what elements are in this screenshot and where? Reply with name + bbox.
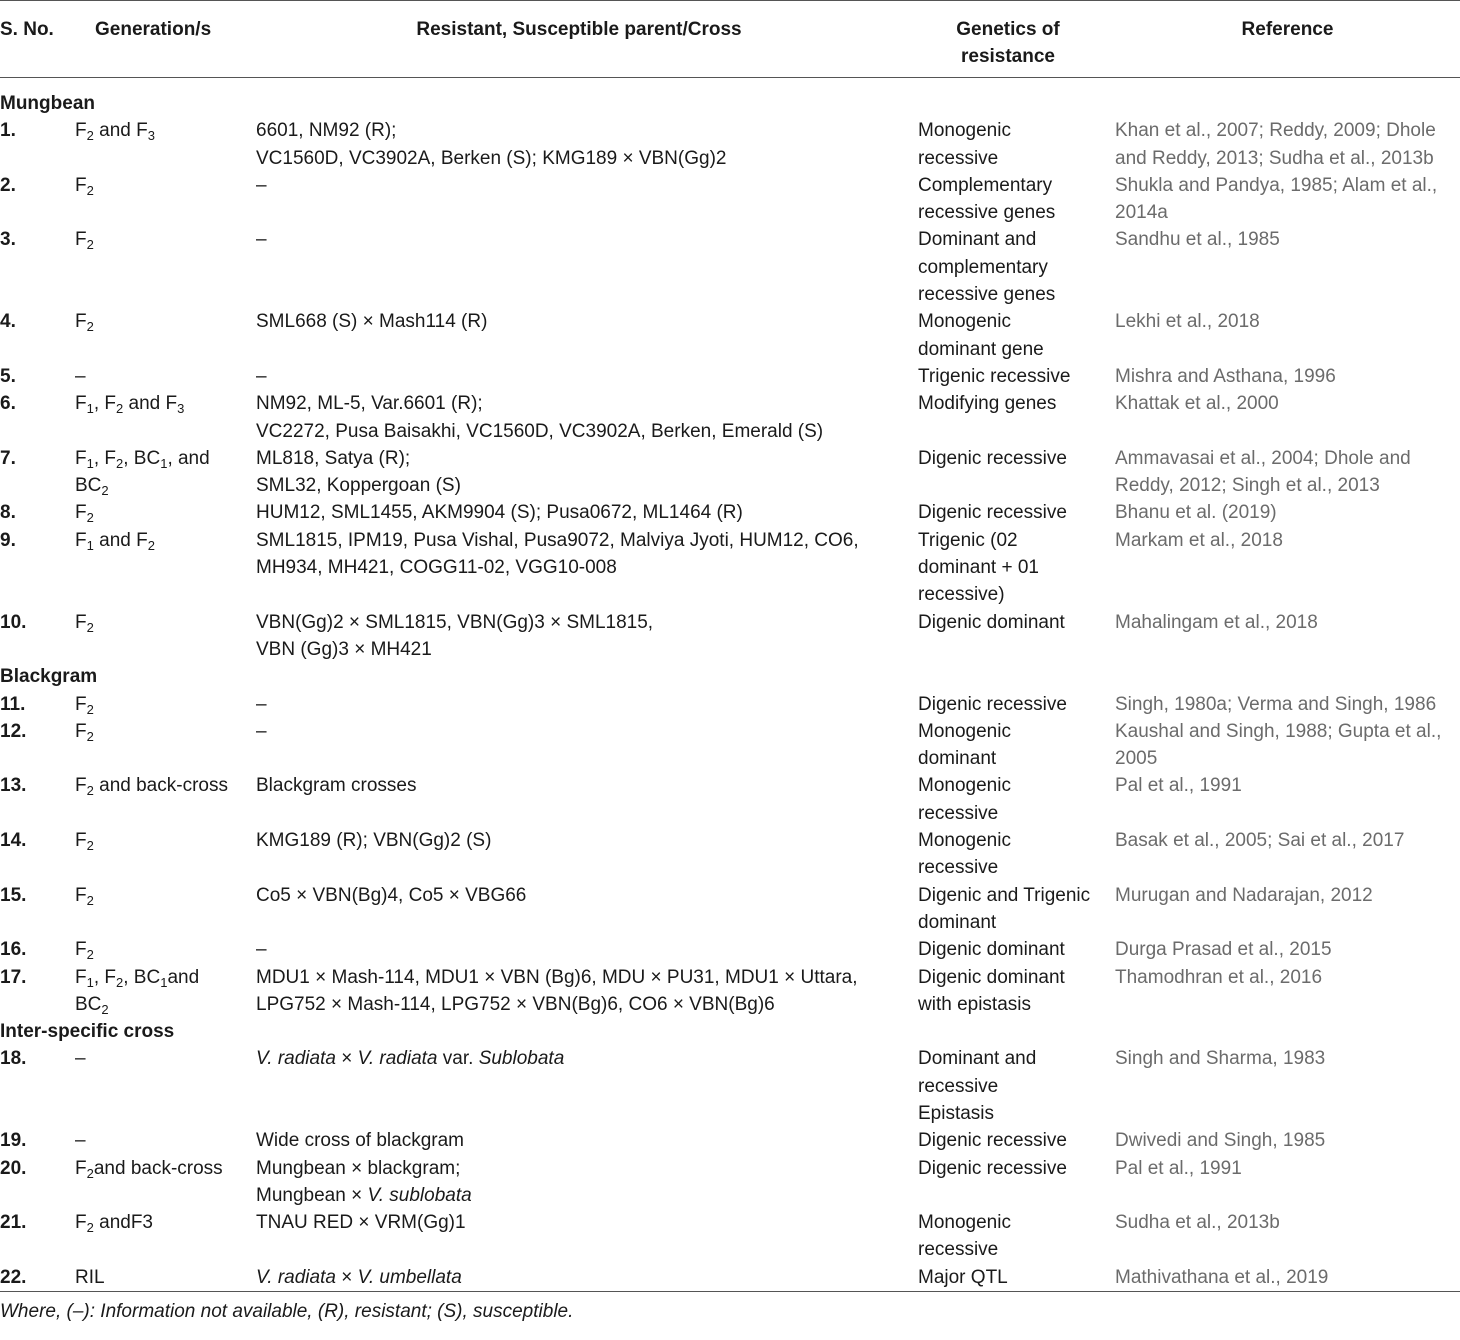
section-blackgram: Blackgram [0, 666, 98, 688]
table-row [0, 363, 1460, 390]
cell-genetics: Digenic recessive [918, 502, 1067, 524]
cell-genetics: Monogenic recessive [918, 775, 1011, 824]
header-sno: S. No. [0, 19, 54, 40]
cell-cross: V. radiata × V. radiata var. Sublobata [256, 1048, 565, 1070]
cell-sno: 9. [0, 529, 16, 551]
footnote: Where, (–): Information not available, (R), resistant; (S), susceptible. [0, 1301, 574, 1323]
cell-sno: 4. [0, 311, 16, 333]
cell-reference: Sudha et al., 2013b [1115, 1212, 1280, 1234]
cell-sno: 14. [0, 830, 27, 852]
cell-sno: 20. [0, 1157, 27, 1179]
cell-genetics: Monogenic dominant gene [918, 311, 1044, 360]
cell-sno: 3. [0, 229, 16, 251]
cell-reference: Singh, 1980a; Verma and Singh, 1986 [1115, 693, 1437, 715]
cell-generation: $F_2$ andF3 [75, 1212, 153, 1236]
cell-cross: MDU1 × Mash-114, MDU1 × VBN (Bg)6, MDU × PU31, MDU1 × Uttara, LPG752 × Mash-114, LPG752 × VBN(Bg)6, CO6 × VBN(Bg)6 [256, 966, 858, 1015]
cell-generation: $F_2and$ back-cross [75, 1157, 223, 1181]
cell-cross: – [256, 174, 267, 196]
cell-generation: – [75, 1130, 86, 1152]
cell-sno: 8. [0, 502, 16, 524]
header-genetics-line1: Genetics of [956, 19, 1060, 40]
table-header [0, 0, 1460, 78]
cell-reference: Khattak et al., 2000 [1115, 393, 1279, 415]
cell-generation: – [75, 365, 86, 387]
cell-genetics: Trigenic (02 dominant + 01 recessive) [918, 529, 1039, 606]
table-row [0, 445, 1460, 500]
cell-cross: – [256, 229, 267, 251]
cell-sno: 15. [0, 884, 27, 906]
cell-generation: $F_2$ [75, 311, 94, 335]
table-row [0, 772, 1460, 827]
table-row [0, 527, 1460, 609]
cell-genetics: Digenic dominant with epistasis [918, 966, 1065, 1015]
cell-generation: $F_2$ and back-cross [75, 775, 228, 799]
cell-sno: 2. [0, 174, 16, 196]
cell-genetics: Monogenic recessive [918, 1212, 1011, 1261]
cell-sno: 22. [0, 1266, 27, 1288]
table-row [0, 609, 1460, 664]
cell-generation: $F_2$ [75, 884, 94, 908]
table-row [0, 308, 1460, 363]
cell-reference: Sandhu et al., 1985 [1115, 229, 1280, 251]
table-row [0, 691, 1460, 718]
cell-genetics: Dominant and complementary recessive genes [918, 229, 1056, 306]
cell-generation: $F_1$, $F_2$ and $F_3$ [75, 393, 185, 417]
cell-generation: $F_1$, $F_2$, $BC_1and$ $BC_2$ [75, 966, 200, 1017]
cell-reference: Ammavasai et al., 2004; Dhole and Reddy, 2012; Singh et al., 2013 [1115, 447, 1411, 497]
cell-cross: ML818, Satya (R); SML32, Koppergoan (S) [256, 447, 461, 497]
cell-genetics: Digenic dominant [918, 939, 1065, 961]
cell-cross: – [256, 939, 267, 961]
cell-reference: Basak et al., 2005; Sai et al., 2017 [1115, 830, 1405, 852]
table-row [0, 117, 1460, 172]
cell-cross: 6601, NM92 (R); VC1560D, VC3902A, Berken (S); KMG189 × VBN(Gg)2 [256, 120, 727, 169]
cell-cross: KMG189 (R); VBN(Gg)2 (S) [256, 830, 492, 852]
cell-generation: $F_1$ and $F_2$ [75, 529, 155, 553]
cell-generation: RIL [75, 1266, 105, 1288]
cell-cross: Co5 × VBN(Bg)4, Co5 × VBG66 [256, 884, 527, 906]
table-row [0, 882, 1460, 937]
table-row [0, 1264, 1460, 1291]
cell-generation: $F_2$ [75, 830, 94, 854]
header-cross: Resistant, Susceptible parent/Cross [416, 19, 742, 40]
cell-genetics: Digenic recessive [918, 1157, 1067, 1179]
table-row [0, 964, 1460, 1019]
table-row [0, 827, 1460, 882]
cell-generation: $F_2$ [75, 174, 94, 198]
section-inter: Inter-specific cross [0, 1021, 175, 1043]
section-mungbean: Mungbean [0, 93, 95, 114]
cell-reference: Lekhi et al., 2018 [1115, 311, 1260, 333]
cell-reference: Singh and Sharma, 1983 [1115, 1048, 1326, 1070]
cell-cross: V. radiata × V. umbellata [256, 1266, 462, 1288]
table-row [0, 1127, 1460, 1154]
cell-cross: TNAU RED × VRM(Gg)1 [256, 1212, 466, 1234]
cell-cross: – [256, 720, 267, 742]
cell-sno: 6. [0, 393, 16, 415]
cell-reference: Bhanu et al. (2019) [1115, 502, 1277, 524]
cell-sno: 7. [0, 447, 16, 469]
cell-sno: 13. [0, 775, 27, 797]
cell-cross: Wide cross of blackgram [256, 1130, 465, 1152]
cell-cross: HUM12, SML1455, AKM9904 (S); Pusa0672, ML1464 (R) [256, 502, 743, 524]
cell-sno: 12. [0, 720, 27, 742]
cell-reference: Pal et al., 1991 [1115, 775, 1242, 797]
cell-reference: Durga Prasad et al., 2015 [1115, 939, 1332, 961]
cell-reference: Murugan and Nadarajan, 2012 [1115, 884, 1373, 906]
cell-reference: Mishra and Asthana, 1996 [1115, 365, 1336, 387]
cell-reference: Markam et al., 2018 [1115, 529, 1283, 551]
table-row [0, 936, 1460, 963]
cell-sno: 18. [0, 1048, 27, 1070]
cell-genetics: Dominant and recessive Epistasis [918, 1048, 1037, 1124]
cell-sno: 17. [0, 966, 27, 988]
header-genetics-line2: resistance [960, 46, 1055, 67]
cell-reference: Mathivathana et al., 2019 [1115, 1266, 1329, 1288]
cell-reference: Khan et al., 2007; Reddy, 2009; Dhole and Reddy, 2013; Sudha et al., 2013b [1115, 120, 1436, 169]
cell-genetics: Digenic dominant [918, 611, 1065, 633]
header-generation: Generation/s [95, 19, 212, 40]
header-genetics [918, 16, 1098, 70]
cell-genetics: Monogenic recessive [918, 830, 1011, 879]
cell-generation: $F_1$, $F_2$, $BC_1$, and $BC_2$ [75, 447, 210, 499]
table-row [0, 390, 1460, 445]
cell-cross: NM92, ML-5, Var.6601 (R); VC2272, Pusa Baisakhi, VC1560D, VC3902A, Berken, Emerald (S) [256, 393, 824, 442]
cell-sno: 10. [0, 611, 27, 633]
cell-generation: $F_2$ [75, 229, 94, 253]
table-row [0, 718, 1460, 773]
cell-generation: $F_2$ [75, 939, 94, 963]
cell-generation: $F_2$ and $F_3$ [75, 120, 155, 144]
cell-genetics: Digenic recessive [918, 447, 1067, 469]
cell-genetics: Monogenic dominant [918, 720, 1011, 770]
table-row [0, 499, 1460, 526]
table-row [0, 1045, 1460, 1127]
cell-cross: SML668 (S) × Mash114 (R) [256, 311, 488, 333]
cell-sno: 21. [0, 1212, 27, 1234]
cell-sno: 19. [0, 1130, 27, 1152]
cell-generation: – [75, 1048, 86, 1070]
cell-genetics: Digenic and Trigenic dominant [918, 884, 1091, 933]
cell-generation: $F_2$ [75, 693, 94, 717]
cell-reference: Shukla and Pandya, 1985; Alam et al., 2014a [1115, 174, 1438, 224]
cell-reference: Thamodhran et al., 2016 [1115, 966, 1323, 988]
cell-genetics: Digenic recessive [918, 1130, 1067, 1152]
cell-reference: Mahalingam et al., 2018 [1115, 611, 1318, 633]
cell-genetics: Major QTL [918, 1266, 1008, 1288]
table-row [0, 1155, 1460, 1210]
cell-genetics: Complementary recessive genes [918, 174, 1056, 224]
cell-cross: SML1815, IPM19, Pusa Vishal, Pusa9072, Malviya Jyoti, HUM12, CO6, MH934, MH421, COGG11-02, VGG10-008 [256, 529, 859, 579]
cell-reference: Pal et al., 1991 [1115, 1157, 1242, 1179]
cell-reference: Kaushal and Singh, 1988; Gupta et al., 2005 [1115, 720, 1442, 770]
cell-sno: 11. [0, 693, 26, 715]
cell-sno: 16. [0, 939, 27, 961]
cell-generation: $F_2$ [75, 720, 94, 744]
cell-cross: VBN(Gg)2 × SML1815, VBN(Gg)3 × SML1815, VBN (Gg)3 × MH421 [256, 611, 654, 660]
cell-cross: – [256, 693, 267, 715]
cell-genetics: Modifying genes [918, 393, 1057, 415]
cell-generation: $F_2$ [75, 611, 94, 635]
cell-sno: 5. [0, 365, 16, 387]
table-row [0, 172, 1460, 227]
cell-generation: $F_2$ [75, 502, 94, 526]
cell-reference: Dwivedi and Singh, 1985 [1115, 1130, 1326, 1152]
cell-cross: Blackgram crosses [256, 775, 417, 797]
cell-sno: 1. [0, 120, 16, 142]
cell-genetics: Monogenic recessive [918, 120, 1011, 169]
table-body [0, 78, 1460, 1291]
cell-genetics: Trigenic recessive [918, 365, 1071, 387]
table-row [0, 226, 1460, 308]
cell-cross: Mungbean × blackgram; Mungbean × V. sublobata [256, 1157, 472, 1206]
cell-genetics: Digenic recessive [918, 693, 1067, 715]
cell-cross: – [256, 365, 267, 387]
table-row [0, 1209, 1460, 1264]
header-reference: Reference [1241, 19, 1334, 40]
